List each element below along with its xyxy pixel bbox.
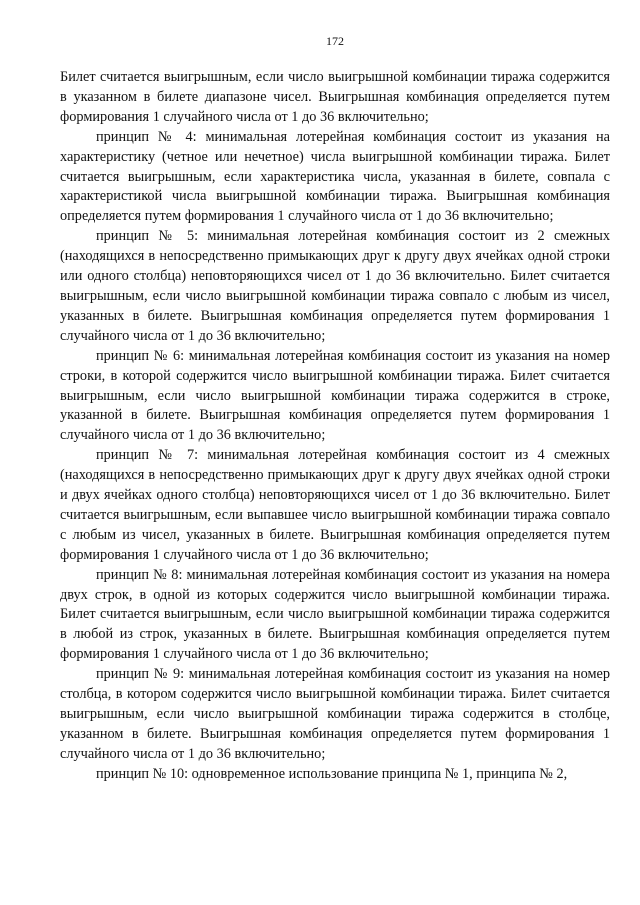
paragraph-principle-10: принцип № 10: одновременное использование принципа № 1, принципа № 2, <box>96 765 568 782</box>
paragraph-principle-6: принцип № 6: минимальная лотерейная комбинация состоит из указания на номер строки, в которой содержится число выигрышной комбинации тиража. Билет считается выигрышным, если число выигрышной комбинации тиража содержится в строке, указанной в билете. Выигрышная комбинация определяется путем формирования 1 случайного числа от 1 до 36 включительно; <box>60 347 610 444</box>
paragraph-principle-5: принцип № 5: минимальная лотерейная комбинация состоит из 2 смежных (находящихся в непосредственно примыкающих друг к другу двух ячейках одной строки или одного столбца) неповторяющихся чисел от 1 до 36 включительно. Билет считается выигрышным, если число выигрышной комбинации тиража совпало с любым из чисел, указанных в билете. Выигрышная комбинация определяется путем формирования 1 случайного числа от 1 до 36 включительно; <box>60 228 610 344</box>
body-text <box>60 68 610 785</box>
paragraph-1: Билет считается выигрышным, если число выигрышной комбинации тиража содержится в указанном в билете диапазоне чисел. Выигрышная комбинация определяется путем формирования 1 случайного числа от 1 до 36 включительно; <box>60 69 610 125</box>
paragraph-principle-9: принцип № 9: минимальная лотерейная комбинация состоит из указания на номер столбца, в котором содержится число выигрышной комбинации тиража. Билет считается выигрышным, если число выигрышной комбинации тиража содержится в столбце, указанном в билете. Выигрышная комбинация определяется путем формирования 1 случайного числа от 1 до 36 включительно; <box>60 666 610 762</box>
page-number: 172 <box>326 34 344 48</box>
paragraph-principle-4: принцип № 4: минимальная лотерейная комбинация состоит из указания на характеристику (четное или нечетное) числа выигрышной комбинации тиража. Билет считается выигрышным, если характеристика числа, указанная в билете, совпала с характеристикой числа выигрышной комбинации тиража. Выигрышная комбинация определяется путем формирования 1 случайного числа от 1 до 36 включительно; <box>60 128 610 225</box>
paragraph-principle-7: принцип № 7: минимальная лотерейная комбинация состоит из 4 смежных (находящихся в непосредственно примыкающих друг к другу двух ячейках одной строки и двух ячейках одного столбца) неповторяющихся чисел от 1 до 36 включительно. Билет считается выигрышным, если выпавшее число выигрышной комбинации тиража совпало с любым из чисел, указанных в билете. Выигрышная комбинация определяется путем формирования 1 случайного числа от 1 до 36 включительно; <box>60 447 610 563</box>
paragraph-principle-8: принцип № 8: минимальная лотерейная комбинация состоит из указания на номера двух строк, в одной из которых содержится число выигрышной комбинации тиража. Билет считается выигрышным, если число выигрышной комбинации тиража содержится в любой из строк, указанных в билете. Выигрышная комбинация определяется путем формирования 1 случайного числа от 1 до 36 включительно; <box>60 566 610 663</box>
